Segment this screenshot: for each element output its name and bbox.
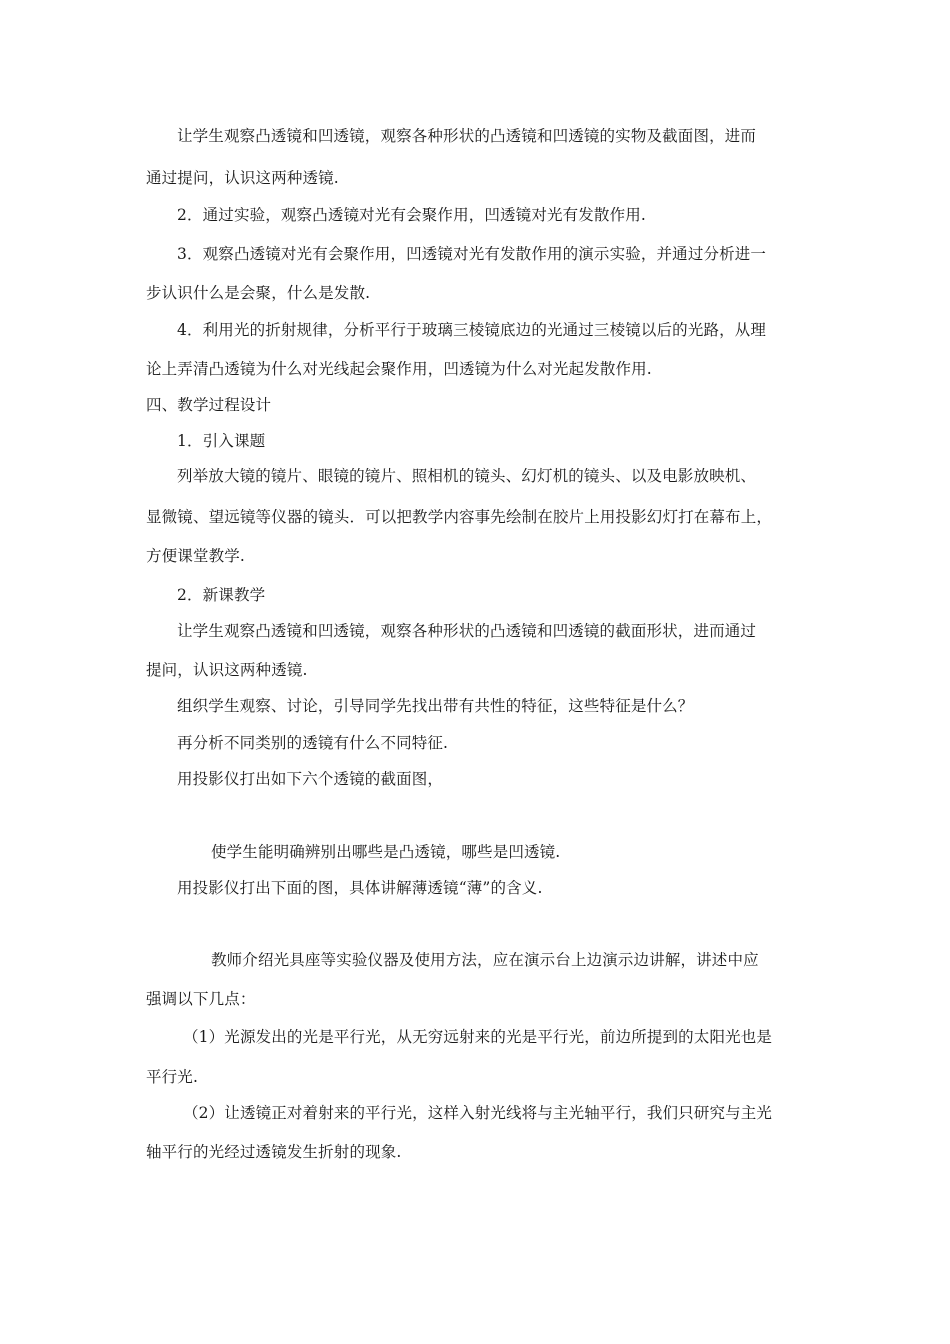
paragraph-line: 通过提问，认识这两种透镜. [146,169,339,187]
paragraph-line: 让学生观察凸透镜和凹透镜，观察各种形状的凸透镜和凹透镜的实物及截面图，进而 [177,127,757,145]
paragraph-line: 教师介绍光具座等实验仪器及使用方法，应在演示台上边演示边讲解，讲述中应 [211,951,759,969]
paragraph-line: 步认识什么是会聚，什么是发散. [146,284,371,302]
paragraph-line: 2．通过实验，观察凸透镜对光有会聚作用，凹透镜对光有发散作用. [177,206,646,224]
paragraph-line: 提问，认识这两种透镜. [146,661,308,679]
paragraph-line: 使学生能明确辨别出哪些是凸透镜，哪些是凹透镜. [211,843,561,861]
paragraph-line: 显微镜、望远镜等仪器的镜头．可以把教学内容事先绘制在胶片上用投影幻灯打在幕布上， [146,508,773,526]
paragraph-line: 3．观察凸透镜对光有会聚作用，凹透镜对光有发散作用的演示实验，并通过分析进一 [177,245,767,263]
section-heading: 四、教学过程设计 [146,396,272,414]
list-item-line: 轴平行的光经过透镜发生折射的现象. [146,1143,402,1161]
paragraph-line: 用投影仪打出下面的图，具体讲解薄透镜“薄”的含义. [177,879,543,897]
subsection-heading: 2．新课教学 [177,586,266,604]
paragraph-line: 组织学生观察、讨论，引导同学先找出带有共性的特征，这些特征是什么？ [177,697,694,715]
paragraph-line: 论上弄清凸透镜为什么对光线起会聚作用，凹透镜为什么对光起发散作用. [146,360,652,378]
list-item-line: （2）让透镜正对着射来的平行光，这样入射光线将与主光轴平行，我们只研究与主光 [183,1104,773,1122]
paragraph-line: 4．利用光的折射规律，分析平行于玻璃三棱镜底边的光通过三棱镜以后的光路，从理 [177,321,767,339]
paragraph-line: 列举放大镜的镜片、眼镜的镜片、照相机的镜头、幻灯机的镜头、以及电影放映机、 [177,467,757,485]
paragraph-line: 强调以下几点： [146,990,256,1008]
list-item-line: 平行光. [146,1068,199,1086]
paragraph-line: 再分析不同类别的透镜有什么不同特征. [177,734,449,752]
paragraph-line: 方便课堂教学. [146,547,245,565]
paragraph-line: 用投影仪打出如下六个透镜的截面图， [177,770,444,788]
paragraph-line: 让学生观察凸透镜和凹透镜，观察各种形状的凸透镜和凹透镜的截面形状，进而通过 [177,622,757,640]
subsection-heading: 1．引入课题 [177,432,266,450]
list-item-line: （1）光源发出的光是平行光，从无穷远射来的光是平行光，前边所提到的太阳光也是 [183,1028,773,1046]
